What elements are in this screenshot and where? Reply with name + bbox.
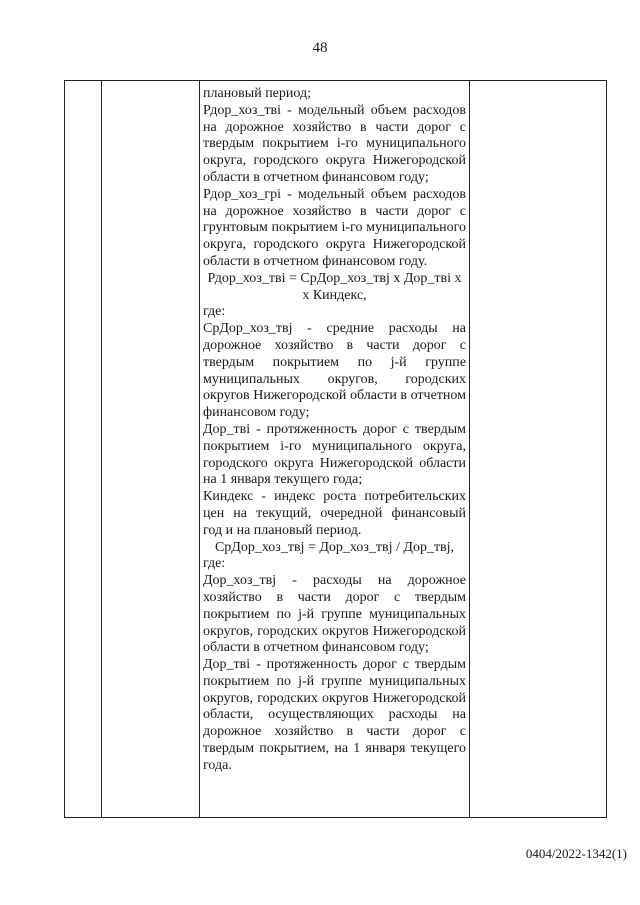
registration-code: 0404/2022-1342(1): [525, 846, 627, 861]
table-column-notes: [470, 81, 606, 817]
table-column-description: [200, 81, 470, 817]
table-column-number: [65, 81, 102, 817]
table-column-name: [102, 81, 200, 817]
document-table: [64, 80, 607, 818]
paragraph: Дор_тві - протяженность дорог с твердым покрытием i-го муниципального округа, городского округа Нижегородской области на 1 января текущего года;: [203, 421, 466, 488]
page-number: 48: [312, 40, 328, 56]
formula: Рдор_хоз_тві = СрДор_хоз_твj х Дор_тві х х Киндекс,: [207, 270, 462, 303]
paragraph: Дор_тві - протяженность дорог с твердым покрытием по j-й группе муниципальных округов, городских округов Нижегородской области, осуществляющих расходы на дорожное хозяйство в части дорог с твердым покрытием, на 1 января текущего года.: [203, 657, 466, 773]
paragraph: где:: [203, 304, 226, 320]
paragraph: плановый период;: [203, 86, 312, 101]
formula: СрДор_хоз_твj = Дор_хоз_твj / Дор_твj,: [214, 539, 455, 555]
paragraph: Киндекс - индекс роста потребительских цен на текущий, очередной финансовый год и на плановый период.: [203, 489, 466, 538]
paragraph: Дор_хоз_твj - расходы на дорожное хозяйство в части дорог с твердым покрытием по j-й группе муниципальных округов, городских округов Нижегородской области в отчетном финансовом году;: [203, 573, 466, 656]
paragraph: Рдор_хоз_грі - модельный объем расходов на дорожное хозяйство в части дорог с грунтовым покрытием i-го муниципального округа, городского округа Нижегородской области в отчетном финансовом году.: [203, 186, 466, 269]
paragraph: Рдор_хоз_тві - модельный объем расходов на дорожное хозяйство в части дорог с твердым покрытием i-го муниципального округа, городского округа Нижегородской области в отчетном финансовом году;: [203, 102, 466, 185]
paragraph: СрДор_хоз_твj - средние расходы на дорожное хозяйство в части дорог с твердым покрытием по j-й группе муниципальных округов, городских округов Нижегородской области в отчетном финансовом году;: [203, 321, 466, 421]
paragraph: где:: [203, 556, 226, 572]
